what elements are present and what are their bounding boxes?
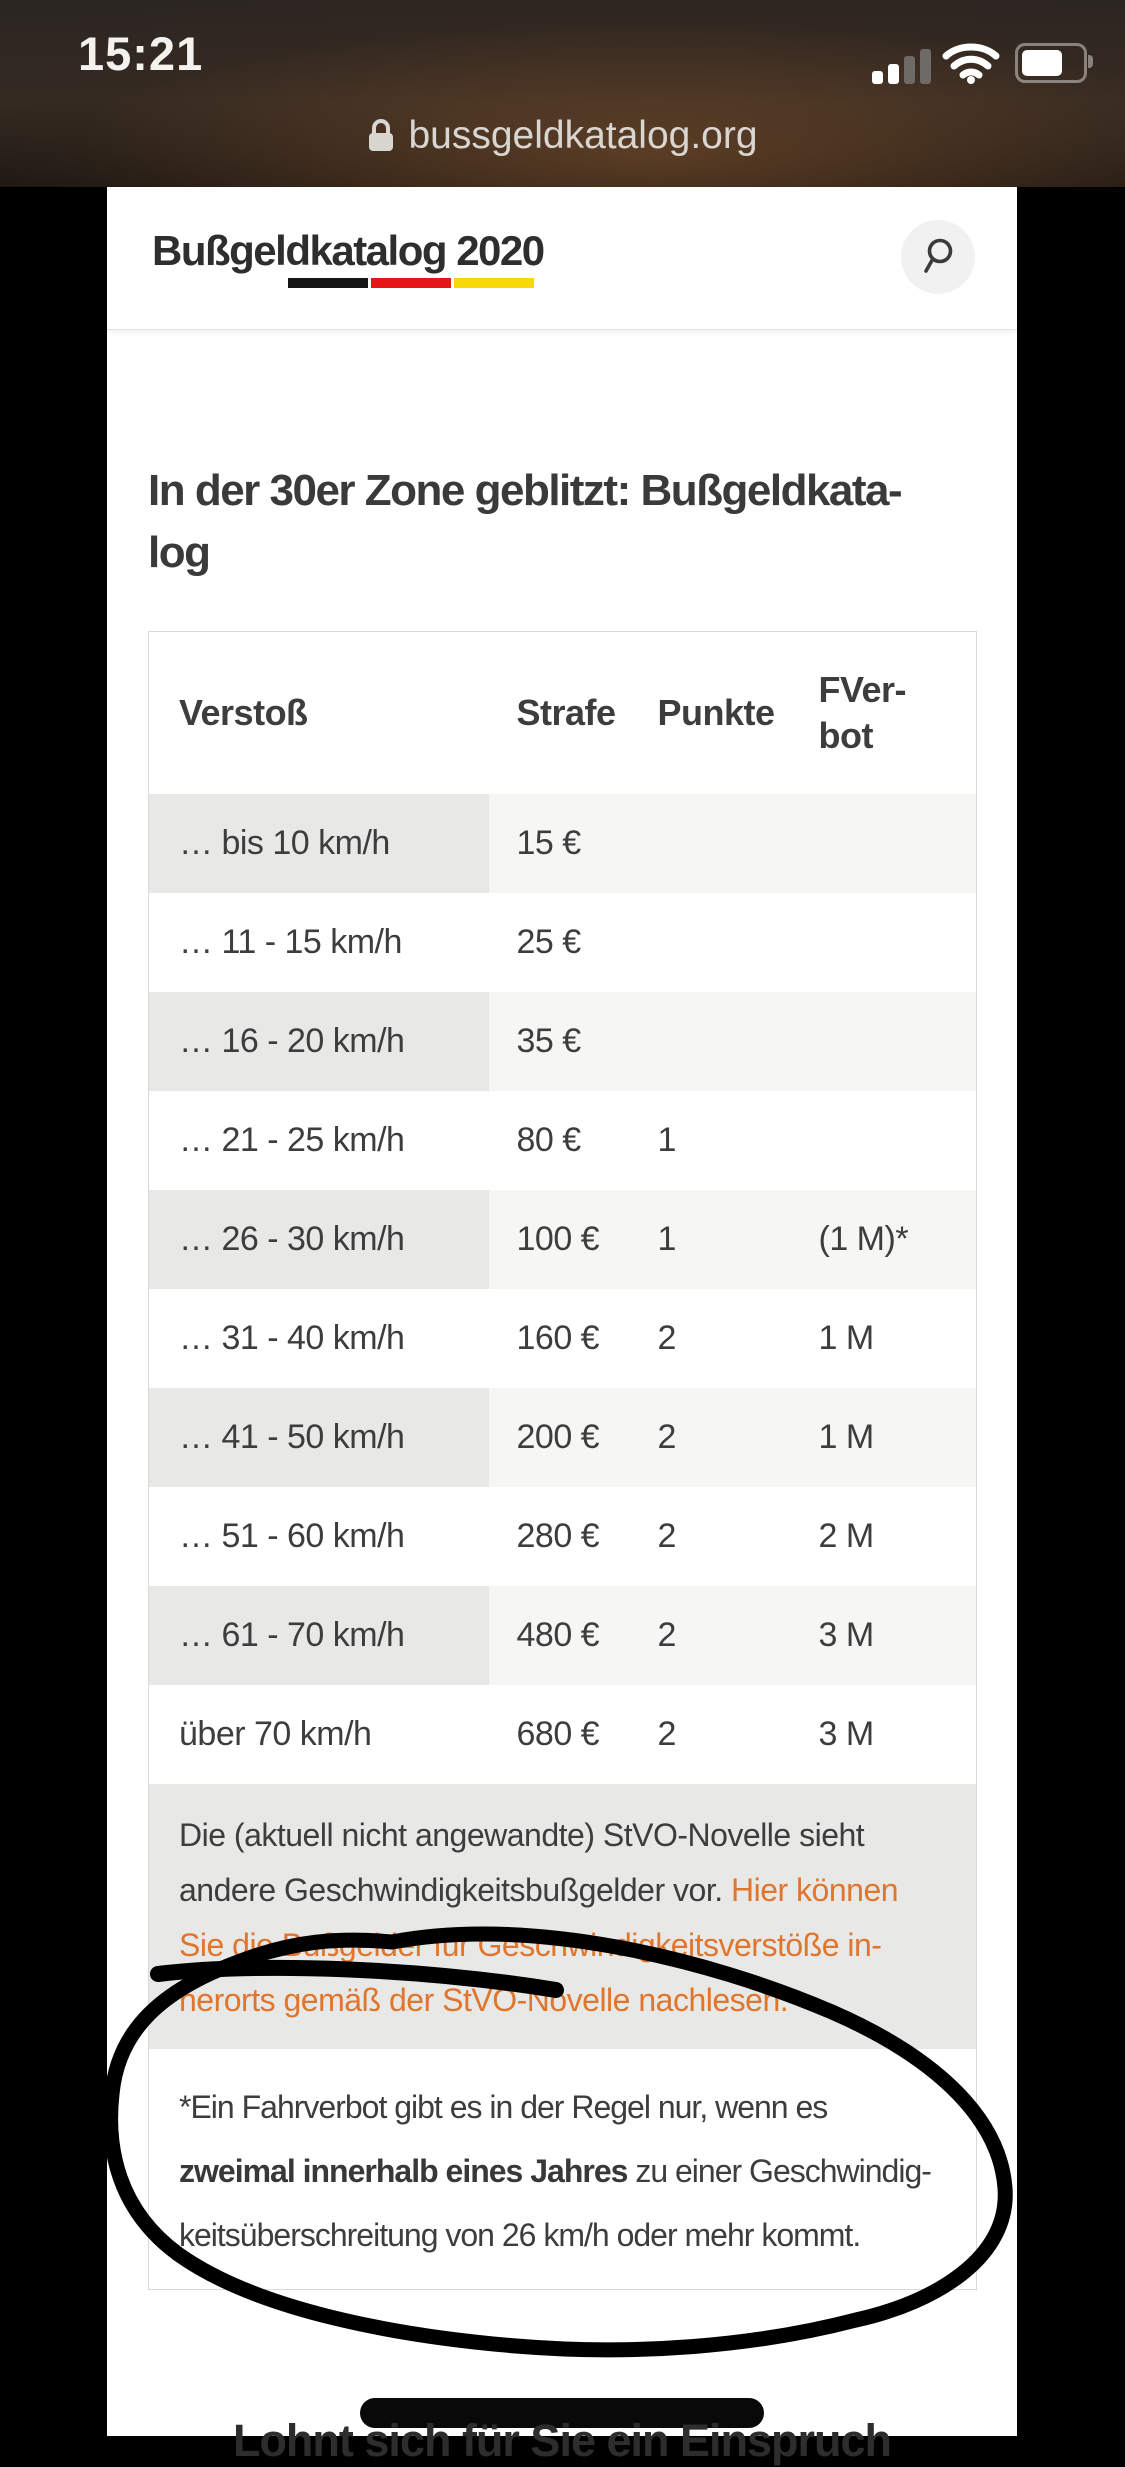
cell-fverbot: 1 M [795,1289,977,1388]
cell-fverbot [795,992,977,1091]
cell-verstoss: … 11 - 15 km/h [149,893,489,992]
footnote-line: *Ein Fahrverbot gibt es in der Regel nur, wenn es [179,2089,828,2125]
cell-punkte: 2 [632,1487,795,1586]
table-row [149,1685,977,1784]
table-row [149,1190,977,1289]
german-flag-underline [288,278,537,288]
next-section-heading-clipped: Lohnt sich für Sie ein Einspruch [232,2415,892,2466]
table-row [149,794,977,893]
cell-strafe: 80 € [489,1091,632,1190]
cell-fverbot: 2 M [795,1487,977,1586]
web-page [107,187,1017,2466]
cell-verstoss: … 26 - 30 km/h [149,1190,489,1289]
table-header-row [149,632,977,795]
col-header-fverbot: FVer- bot [795,632,977,795]
article [107,460,1017,2290]
bussgeld-table [148,631,977,2290]
cell-strafe: 25 € [489,893,632,992]
table-row [149,1388,977,1487]
note-line: Die (aktuell nicht angewandte) StVO-Novelle sieht [179,1817,865,1853]
cell-strafe: 200 € [489,1388,632,1487]
note-line: andere Geschwindigkeitsbußgelder vor. Hier können [179,1872,899,1908]
col-header-punkte: Punkte [632,632,795,795]
site-header [107,187,1017,330]
cell-strafe: 280 € [489,1487,632,1586]
cell-strafe: 15 € [489,794,632,893]
cell-strafe: 100 € [489,1190,632,1289]
cellular-signal-icon [867,49,931,84]
stvo-note-row [149,1784,977,2049]
url-bar[interactable] [0,114,1125,158]
cell-fverbot [795,893,977,992]
cell-verstoss: … 21 - 25 km/h [149,1091,489,1190]
flag-black-segment [288,278,368,288]
cell-fverbot: 3 M [795,1586,977,1685]
note-line [179,1973,946,2028]
table-row [149,1586,977,1685]
table-row [149,992,977,1091]
table-row [149,893,977,992]
cell-verstoss: über 70 km/h [149,1685,489,1784]
table-row [149,1091,977,1190]
cell-punkte: 2 [632,1685,795,1784]
cell-punkte: 1 [632,1091,795,1190]
cell-fverbot: 3 M [795,1685,977,1784]
cell-strafe: 35 € [489,992,632,1091]
note-line [179,1918,946,1973]
cell-verstoss: … bis 10 km/h [149,794,489,893]
cell-punkte: 2 [632,1388,795,1487]
cell-fverbot [795,1091,977,1190]
flag-red-segment [371,278,451,288]
cell-verstoss: … 51 - 60 km/h [149,1487,489,1586]
stvo-novelle-link[interactable]: Sie die Bußgelder für Geschwindigkeitsverstöße in- [179,1927,882,1963]
footnote-line: keitsüberschreitung von 26 km/h oder mehr kommt. [179,2217,861,2253]
cell-strafe: 680 € [489,1685,632,1784]
col-header-strafe: Strafe [489,632,632,795]
browser-chrome [0,0,1125,187]
cell-punkte [632,893,795,992]
fahrverbot-footnote-row [149,2049,977,2290]
table-row [149,1487,977,1586]
cell-strafe: 160 € [489,1289,632,1388]
flag-gold-segment [454,278,534,288]
stvo-novelle-link[interactable]: nerorts gemäß der StVO-Novelle nachlesen. [179,1982,789,2018]
stvo-novelle-link[interactable]: Hier können [730,1872,899,1908]
cell-verstoss: … 31 - 40 km/h [149,1289,489,1388]
search-button[interactable] [901,220,975,294]
search-icon [919,237,957,277]
cell-punkte: 1 [632,1190,795,1289]
cell-verstoss: … 61 - 70 km/h [149,1586,489,1685]
cell-verstoss: … 41 - 50 km/h [149,1388,489,1487]
wifi-icon [943,42,999,84]
cell-fverbot [795,794,977,893]
cell-punkte [632,992,795,1091]
footnote-line: zweimal innerhalb eines Jahres zu einer Geschwindig- [179,2153,931,2189]
cell-punkte: 2 [632,1289,795,1388]
table-row [149,1289,977,1388]
site-logo[interactable]: Bußgeldkatalog 2020 [152,227,544,274]
cell-punkte: 2 [632,1586,795,1685]
cell-fverbot: 1 M [795,1388,977,1487]
lock-icon [367,117,395,153]
cell-verstoss: … 16 - 20 km/h [149,992,489,1091]
status-time: 15:21 [78,27,204,80]
cell-fverbot: (1 M)* [795,1190,977,1289]
battery-icon [1015,43,1087,83]
status-icons [867,36,1087,84]
url-domain: bussgeldkatalog.org [408,114,758,157]
page-title: In der 30er Zone geblitzt: Bußgeldkata- log [148,466,902,577]
cell-punkte [632,794,795,893]
col-header-verstoss: Verstoß [149,632,489,795]
cell-strafe: 480 € [489,1586,632,1685]
